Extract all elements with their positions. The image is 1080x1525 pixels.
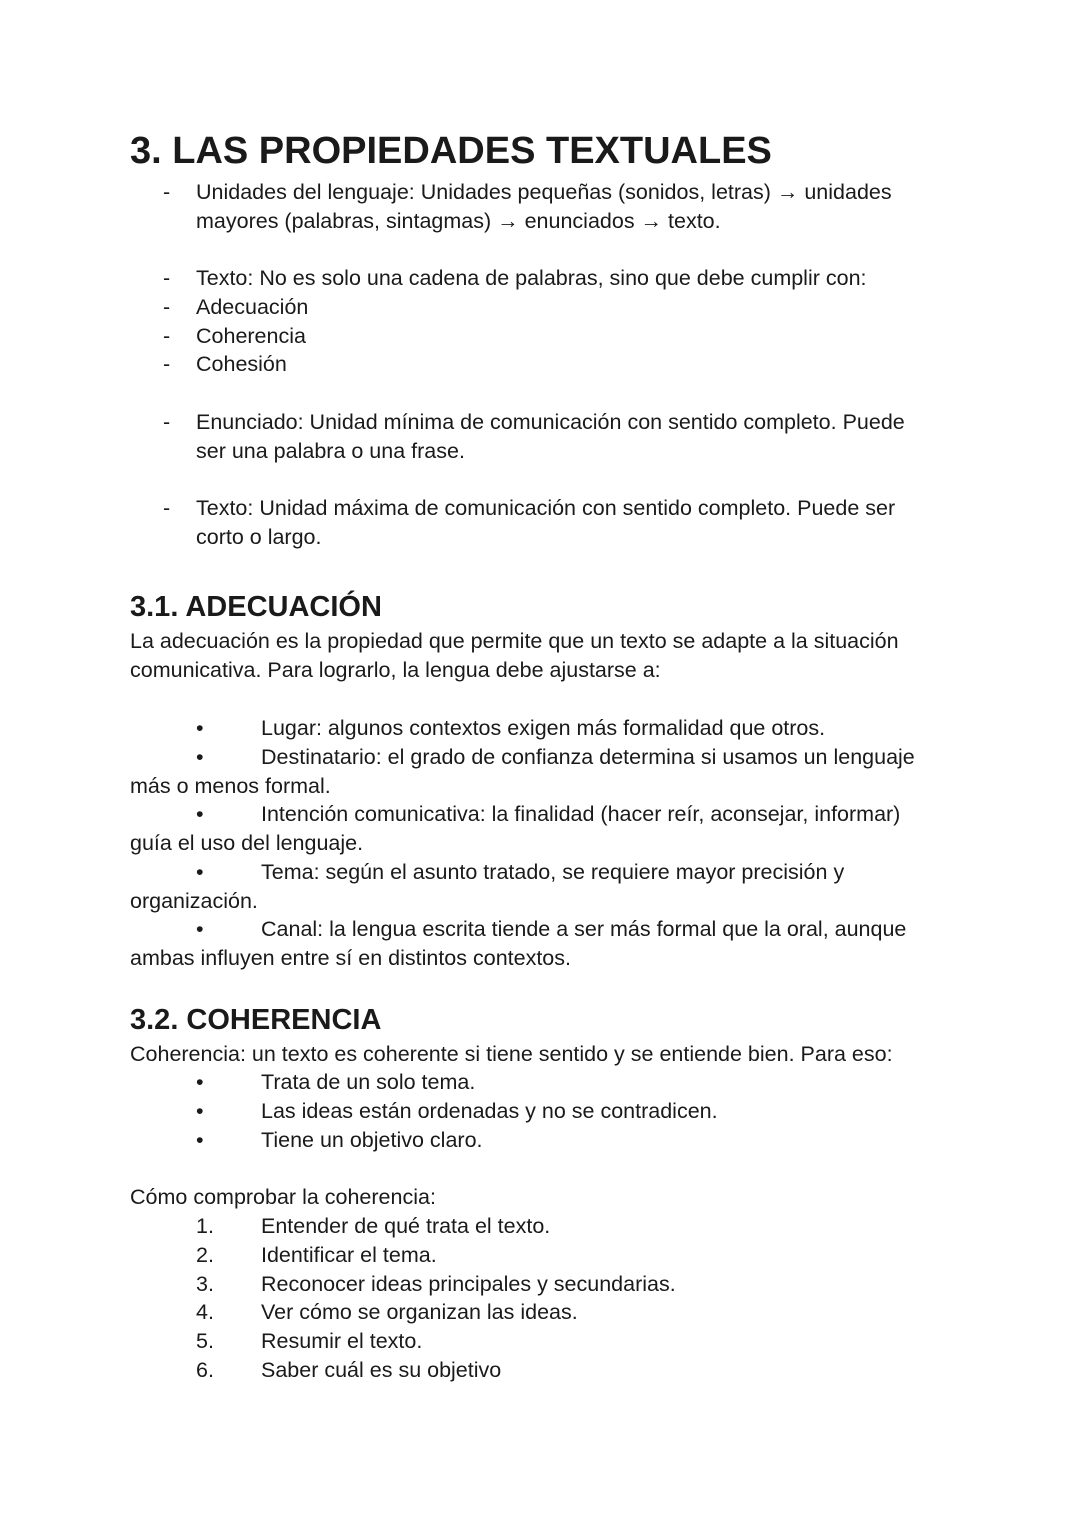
step-number: 2.	[196, 1243, 214, 1267]
list-item-line: mayores (palabras, sintagmas) → enunciados → texto.	[196, 209, 721, 233]
bullet-marker: •	[196, 1099, 204, 1123]
step-text: Identificar el tema.	[261, 1243, 437, 1267]
list-item: Adecuación	[196, 295, 309, 319]
list-item-line: Enunciado: Unidad mínima de comunicación con sentido completo. Puede	[196, 410, 905, 434]
bullet-marker: •	[196, 716, 204, 740]
page-title: 3. LAS PROPIEDADES TEXTUALES	[130, 130, 772, 172]
step-number: 6.	[196, 1358, 214, 1382]
dash-marker: -	[163, 496, 171, 520]
list-item	[196, 494, 936, 552]
paragraph-line: Cómo comprobar la coherencia:	[130, 1185, 436, 1209]
dash-marker: -	[163, 324, 171, 348]
step-text: Resumir el texto.	[261, 1329, 423, 1353]
bullet-marker: •	[196, 917, 204, 941]
section-heading-adecuacion: 3.1. ADECUACIÓN	[130, 591, 382, 623]
bullet-item-text: Destinatario: el grado de confianza determina si usamos un lenguaje	[261, 745, 915, 769]
bullet-item-text: Tema: según el asunto tratado, se requiere mayor precisión y	[261, 860, 845, 884]
list-item: Texto: No es solo una cadena de palabras, sino que debe cumplir con:	[196, 266, 867, 290]
step-number: 3.	[196, 1272, 214, 1296]
list-item-line: corto o largo.	[196, 525, 322, 549]
bullet-item-text: Intención comunicativa: la finalidad (hacer reír, aconsejar, informar)	[261, 802, 901, 826]
bullet-marker: •	[196, 745, 204, 769]
step-text: Ver cómo se organizan las ideas.	[261, 1300, 578, 1324]
bullet-item-text: Las ideas están ordenadas y no se contradicen.	[261, 1099, 718, 1123]
dash-marker: -	[163, 180, 171, 204]
list-item-line: Texto: Unidad máxima de comunicación con sentido completo. Puede ser	[196, 496, 896, 520]
dash-marker: -	[163, 410, 171, 434]
bullet-item-text: Canal: la lengua escrita tiende a ser más formal que la oral, aunque	[261, 917, 907, 941]
step-number: 1.	[196, 1214, 214, 1238]
paragraph-line: La adecuación es la propiedad que permite que un texto se adapte a la situación	[130, 629, 899, 653]
bullet-marker: •	[196, 860, 204, 884]
list-item: Coherencia	[196, 324, 306, 348]
list-item	[196, 408, 936, 466]
list-item: Cohesión	[196, 352, 287, 376]
bullet-marker: •	[196, 1070, 204, 1094]
paragraph-line: Coherencia: un texto es coherente si tiene sentido y se entiende bien. Para eso:	[130, 1042, 893, 1066]
bullet-item-text: Tiene un objetivo claro.	[261, 1128, 483, 1152]
bullet-item-continuation: guía el uso del lenguaje.	[130, 831, 364, 855]
bullet-item-continuation: ambas influyen entre sí en distintos contextos.	[130, 946, 571, 970]
list-item-line: ser una palabra o una frase.	[196, 439, 465, 463]
paragraph-line: comunicativa. Para lograrlo, la lengua debe ajustarse a:	[130, 658, 661, 682]
dash-marker: -	[163, 295, 171, 319]
step-text: Entender de qué trata el texto.	[261, 1214, 551, 1238]
bullet-marker: •	[196, 1128, 204, 1152]
step-text: Saber cuál es su objetivo	[261, 1358, 502, 1382]
section-heading-coherencia: 3.2. COHERENCIA	[130, 1004, 382, 1036]
bullet-item-text: Trata de un solo tema.	[261, 1070, 476, 1094]
dash-marker: -	[163, 266, 171, 290]
dash-marker: -	[163, 352, 171, 376]
step-number: 5.	[196, 1329, 214, 1353]
bullet-item-text: Lugar: algunos contextos exigen más formalidad que otros.	[261, 716, 826, 740]
step-text: Reconocer ideas principales y secundarias.	[261, 1272, 676, 1296]
step-number: 4.	[196, 1300, 214, 1324]
list-item	[196, 178, 936, 236]
bullet-item-continuation: organización.	[130, 889, 258, 913]
list-item-line: Unidades del lenguaje: Unidades pequeñas (sonidos, letras) → unidades	[196, 180, 892, 204]
bullet-item-continuation: más o menos formal.	[130, 774, 331, 798]
bullet-marker: •	[196, 802, 204, 826]
